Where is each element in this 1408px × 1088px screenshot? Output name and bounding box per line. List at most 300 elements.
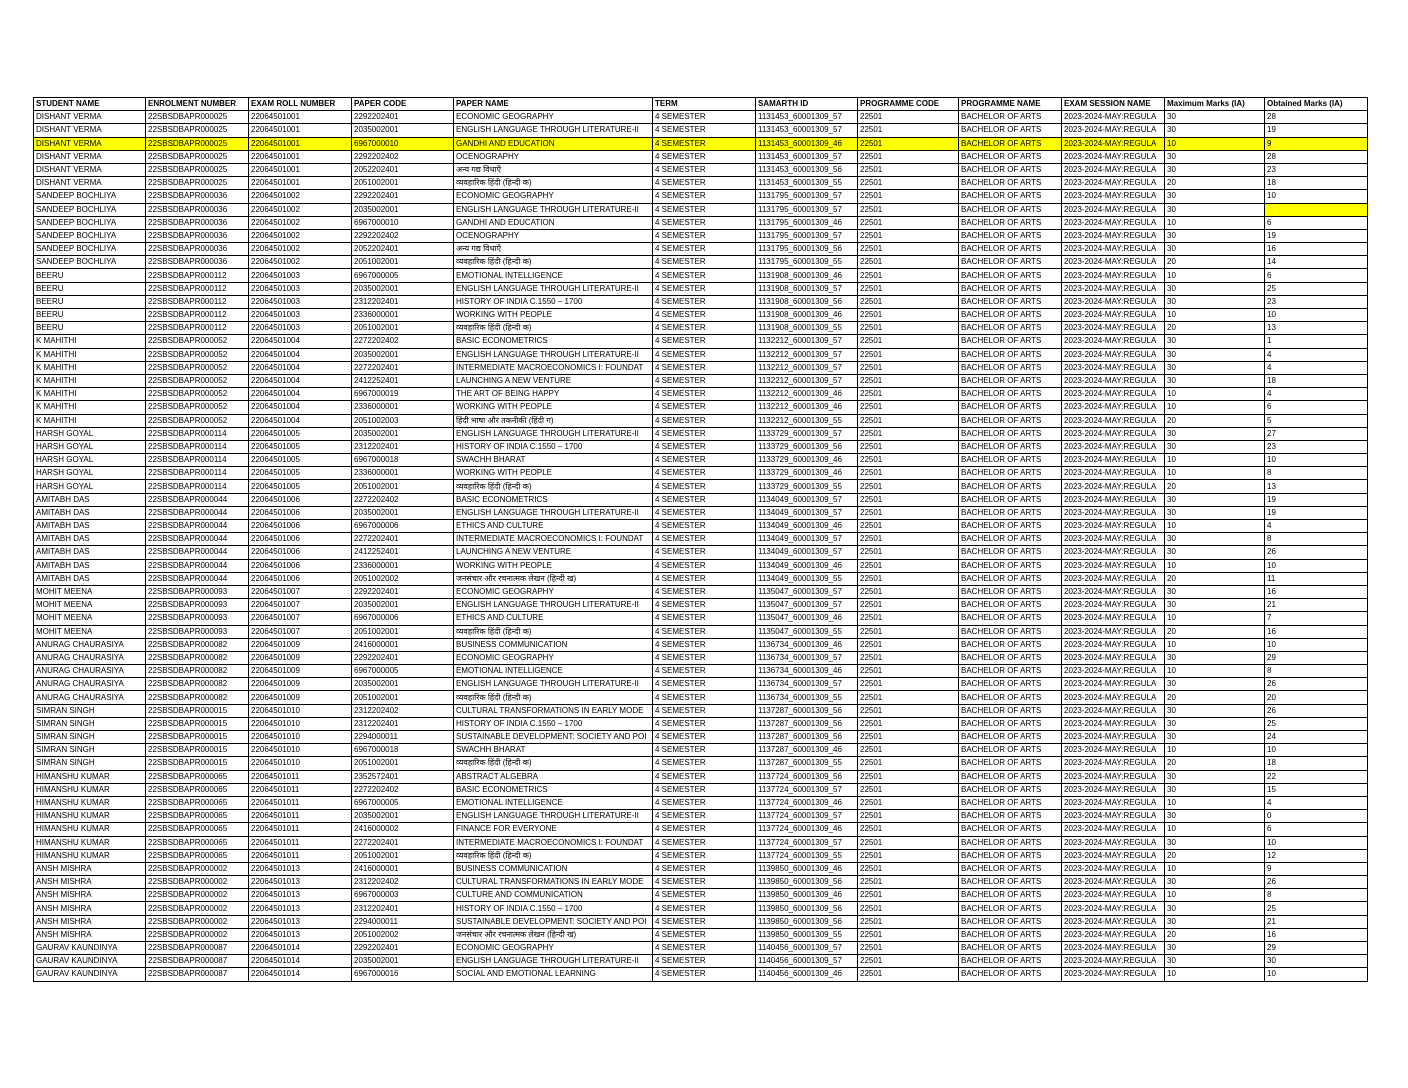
cell-paper-name: ENGLISH LANGUAGE THROUGH LITERATURE-II bbox=[454, 203, 653, 216]
cell-samarth-id: 1134049_60001309_57 bbox=[756, 546, 858, 559]
cell-exam-roll-number: 22064501011 bbox=[249, 783, 352, 796]
cell-programme-code: 22501 bbox=[858, 150, 959, 163]
cell-programme-code: 22501 bbox=[858, 691, 959, 704]
cell-term: 4 SEMESTER bbox=[653, 546, 756, 559]
cell-programme-name: BACHELOR OF ARTS bbox=[959, 559, 1062, 572]
table-row bbox=[34, 889, 1368, 902]
cell-term: 4 SEMESTER bbox=[653, 295, 756, 308]
cell-student-name: AMITABH DAS bbox=[34, 559, 146, 572]
cell-programme-code: 22501 bbox=[858, 704, 959, 717]
cell-samarth-id: 1136734_60001309_46 bbox=[756, 665, 858, 678]
cell-student-name: HIMANSHU KUMAR bbox=[34, 836, 146, 849]
cell-obtained-marks: 15 bbox=[1265, 783, 1368, 796]
cell-enrolment-number: 22SBSDBAPR000025 bbox=[146, 163, 249, 176]
cell-obtained-marks: 4 bbox=[1265, 388, 1368, 401]
cell-term: 4 SEMESTER bbox=[653, 836, 756, 849]
cell-exam-session-name: 2023-2024-MAY:REGULA bbox=[1062, 190, 1165, 203]
table-row bbox=[34, 810, 1368, 823]
cell-exam-session-name: 2023-2024-MAY:REGULA bbox=[1062, 744, 1165, 757]
table-row bbox=[34, 862, 1368, 875]
cell-student-name: ANSH MISHRA bbox=[34, 928, 146, 941]
cell-programme-name: BACHELOR OF ARTS bbox=[959, 282, 1062, 295]
cell-maximum-marks: 10 bbox=[1165, 559, 1265, 572]
cell-term: 4 SEMESTER bbox=[653, 177, 756, 190]
table-row bbox=[34, 374, 1368, 387]
cell-paper-name: ENGLISH LANGUAGE THROUGH LITERATURE-II bbox=[454, 124, 653, 137]
table-row bbox=[34, 493, 1368, 506]
table-row bbox=[34, 559, 1368, 572]
cell-maximum-marks: 30 bbox=[1165, 546, 1265, 559]
cell-paper-code: 6967000006 bbox=[352, 520, 454, 533]
cell-exam-session-name: 2023-2024-MAY:REGULA bbox=[1062, 229, 1165, 242]
cell-programme-name: BACHELOR OF ARTS bbox=[959, 823, 1062, 836]
cell-enrolment-number: 22SBSDBAPR000087 bbox=[146, 942, 249, 955]
cell-maximum-marks: 10 bbox=[1165, 612, 1265, 625]
cell-maximum-marks: 30 bbox=[1165, 282, 1265, 295]
cell-paper-code: 2051002002 bbox=[352, 928, 454, 941]
cell-programme-code: 22501 bbox=[858, 823, 959, 836]
cell-programme-name: BACHELOR OF ARTS bbox=[959, 612, 1062, 625]
cell-paper-name: WORKING WITH PEOPLE bbox=[454, 467, 653, 480]
cell-enrolment-number: 22SBSDBAPR000036 bbox=[146, 229, 249, 242]
cell-obtained-marks: 14 bbox=[1265, 256, 1368, 269]
cell-paper-code: 2051002001 bbox=[352, 757, 454, 770]
cell-exam-roll-number: 22064501010 bbox=[249, 757, 352, 770]
cell-programme-name: BACHELOR OF ARTS bbox=[959, 572, 1062, 585]
cell-exam-roll-number: 22064501010 bbox=[249, 731, 352, 744]
cell-paper-name: INTERMEDIATE MACROECONOMICS I: FOUNDAT bbox=[454, 533, 653, 546]
cell-exam-session-name: 2023-2024-MAY:REGULA bbox=[1062, 335, 1165, 348]
cell-term: 4 SEMESTER bbox=[653, 335, 756, 348]
cell-student-name: AMITABH DAS bbox=[34, 520, 146, 533]
cell-term: 4 SEMESTER bbox=[653, 823, 756, 836]
cell-paper-code: 6967000006 bbox=[352, 612, 454, 625]
cell-exam-roll-number: 22064501011 bbox=[249, 849, 352, 862]
table-row bbox=[34, 295, 1368, 308]
cell-obtained-marks: 18 bbox=[1265, 757, 1368, 770]
cell-term: 4 SEMESTER bbox=[653, 770, 756, 783]
cell-samarth-id: 1132212_60001309_46 bbox=[756, 388, 858, 401]
cell-paper-code: 6967000016 bbox=[352, 968, 454, 981]
table-row bbox=[34, 625, 1368, 638]
cell-obtained-marks: 19 bbox=[1265, 493, 1368, 506]
cell-enrolment-number: 22SBSDBAPR000052 bbox=[146, 348, 249, 361]
cell-samarth-id: 1131795_60001309_57 bbox=[756, 203, 858, 216]
header-programme-name: PROGRAMME NAME bbox=[959, 98, 1062, 111]
cell-exam-session-name: 2023-2024-MAY:REGULA bbox=[1062, 942, 1165, 955]
cell-paper-name: CULTURE AND COMMUNICATION bbox=[454, 889, 653, 902]
cell-paper-name: ECONOMIC GEOGRAPHY bbox=[454, 585, 653, 598]
cell-obtained-marks: 10 bbox=[1265, 836, 1368, 849]
cell-exam-session-name: 2023-2024-MAY:REGULA bbox=[1062, 757, 1165, 770]
cell-enrolment-number: 22SBSDBAPR000093 bbox=[146, 625, 249, 638]
cell-term: 4 SEMESTER bbox=[653, 533, 756, 546]
cell-enrolment-number: 22SBSDBAPR000052 bbox=[146, 414, 249, 427]
cell-programme-code: 22501 bbox=[858, 744, 959, 757]
cell-exam-session-name: 2023-2024-MAY:REGULA bbox=[1062, 625, 1165, 638]
cell-programme-name: BACHELOR OF ARTS bbox=[959, 862, 1062, 875]
cell-student-name: MOHIT MEENA bbox=[34, 599, 146, 612]
cell-maximum-marks: 30 bbox=[1165, 124, 1265, 137]
cell-maximum-marks: 20 bbox=[1165, 757, 1265, 770]
cell-enrolment-number: 22SBSDBAPR000082 bbox=[146, 651, 249, 664]
cell-programme-code: 22501 bbox=[858, 427, 959, 440]
cell-term: 4 SEMESTER bbox=[653, 625, 756, 638]
table-row bbox=[34, 440, 1368, 453]
cell-exam-roll-number: 22064501003 bbox=[249, 295, 352, 308]
cell-programme-name: BACHELOR OF ARTS bbox=[959, 401, 1062, 414]
cell-exam-session-name: 2023-2024-MAY:REGULA bbox=[1062, 203, 1165, 216]
cell-samarth-id: 1131453_60001309_57 bbox=[756, 150, 858, 163]
cell-enrolment-number: 22SBSDBAPR000025 bbox=[146, 124, 249, 137]
cell-programme-name: BACHELOR OF ARTS bbox=[959, 533, 1062, 546]
cell-samarth-id: 1133729_60001309_57 bbox=[756, 427, 858, 440]
cell-obtained-marks: 26 bbox=[1265, 704, 1368, 717]
table-row bbox=[34, 836, 1368, 849]
cell-enrolment-number: 22SBSDBAPR000036 bbox=[146, 243, 249, 256]
cell-exam-session-name: 2023-2024-MAY:REGULA bbox=[1062, 599, 1165, 612]
cell-paper-name: HISTORY OF INDIA C.1550 – 1700 bbox=[454, 717, 653, 730]
table-row bbox=[34, 467, 1368, 480]
table-row bbox=[34, 335, 1368, 348]
cell-term: 4 SEMESTER bbox=[653, 691, 756, 704]
cell-obtained-marks: 23 bbox=[1265, 440, 1368, 453]
cell-enrolment-number: 22SBSDBAPR000065 bbox=[146, 783, 249, 796]
cell-enrolment-number: 22SBSDBAPR000112 bbox=[146, 282, 249, 295]
cell-programme-name: BACHELOR OF ARTS bbox=[959, 810, 1062, 823]
cell-exam-roll-number: 22064501014 bbox=[249, 968, 352, 981]
cell-exam-session-name: 2023-2024-MAY:REGULA bbox=[1062, 480, 1165, 493]
cell-obtained-marks: 23 bbox=[1265, 295, 1368, 308]
table-row bbox=[34, 612, 1368, 625]
cell-obtained-marks: 13 bbox=[1265, 480, 1368, 493]
cell-student-name: DISHANT VERMA bbox=[34, 177, 146, 190]
cell-exam-session-name: 2023-2024-MAY:REGULA bbox=[1062, 401, 1165, 414]
cell-term: 4 SEMESTER bbox=[653, 651, 756, 664]
cell-obtained-marks: 21 bbox=[1265, 915, 1368, 928]
cell-programme-name: BACHELOR OF ARTS bbox=[959, 717, 1062, 730]
header-enrolment-number: ENROLMENT NUMBER bbox=[146, 98, 249, 111]
cell-term: 4 SEMESTER bbox=[653, 229, 756, 242]
cell-term: 4 SEMESTER bbox=[653, 480, 756, 493]
cell-term: 4 SEMESTER bbox=[653, 796, 756, 809]
cell-student-name: DISHANT VERMA bbox=[34, 137, 146, 150]
cell-student-name: MOHIT MEENA bbox=[34, 625, 146, 638]
cell-paper-name: WORKING WITH PEOPLE bbox=[454, 309, 653, 322]
cell-programme-name: BACHELOR OF ARTS bbox=[959, 388, 1062, 401]
cell-paper-name: OCENOGRAPHY bbox=[454, 229, 653, 242]
cell-exam-roll-number: 22064501010 bbox=[249, 704, 352, 717]
cell-term: 4 SEMESTER bbox=[653, 915, 756, 928]
cell-samarth-id: 1137724_60001309_55 bbox=[756, 849, 858, 862]
cell-maximum-marks: 30 bbox=[1165, 348, 1265, 361]
cell-student-name: ANURAG CHAURASIYA bbox=[34, 638, 146, 651]
cell-paper-code: 6967000005 bbox=[352, 269, 454, 282]
cell-paper-name: ETHICS AND CULTURE bbox=[454, 520, 653, 533]
cell-programme-code: 22501 bbox=[858, 190, 959, 203]
cell-obtained-marks: 5 bbox=[1265, 414, 1368, 427]
cell-paper-code: 2035002001 bbox=[352, 203, 454, 216]
header-samarth-id: SAMARTH ID bbox=[756, 98, 858, 111]
cell-paper-code: 2035002001 bbox=[352, 124, 454, 137]
cell-term: 4 SEMESTER bbox=[653, 717, 756, 730]
cell-maximum-marks: 20 bbox=[1165, 849, 1265, 862]
table-row bbox=[34, 256, 1368, 269]
cell-paper-name: HISTORY OF INDIA C.1550 – 1700 bbox=[454, 440, 653, 453]
cell-enrolment-number: 22SBSDBAPR000052 bbox=[146, 388, 249, 401]
cell-samarth-id: 1136734_60001309_57 bbox=[756, 651, 858, 664]
cell-enrolment-number: 22SBSDBAPR000002 bbox=[146, 902, 249, 915]
cell-exam-roll-number: 22064501003 bbox=[249, 269, 352, 282]
cell-exam-roll-number: 22064501007 bbox=[249, 625, 352, 638]
cell-student-name: BEERU bbox=[34, 309, 146, 322]
cell-programme-name: BACHELOR OF ARTS bbox=[959, 454, 1062, 467]
cell-enrolment-number: 22SBSDBAPR000025 bbox=[146, 150, 249, 163]
cell-paper-code: 2051002001 bbox=[352, 256, 454, 269]
cell-student-name: ANSH MISHRA bbox=[34, 876, 146, 889]
cell-enrolment-number: 22SBSDBAPR000082 bbox=[146, 638, 249, 651]
cell-term: 4 SEMESTER bbox=[653, 256, 756, 269]
cell-student-name: DISHANT VERMA bbox=[34, 124, 146, 137]
cell-student-name: ANSH MISHRA bbox=[34, 862, 146, 875]
cell-paper-code: 2051002002 bbox=[352, 572, 454, 585]
cell-term: 4 SEMESTER bbox=[653, 414, 756, 427]
cell-enrolment-number: 22SBSDBAPR000036 bbox=[146, 203, 249, 216]
cell-samarth-id: 1131453_60001309_46 bbox=[756, 137, 858, 150]
cell-paper-code: 2035002001 bbox=[352, 810, 454, 823]
cell-obtained-marks: 12 bbox=[1265, 849, 1368, 862]
cell-obtained-marks: 18 bbox=[1265, 177, 1368, 190]
table-row bbox=[34, 757, 1368, 770]
cell-programme-code: 22501 bbox=[858, 572, 959, 585]
cell-student-name: K MAHITHI bbox=[34, 361, 146, 374]
cell-paper-code: 2052202401 bbox=[352, 163, 454, 176]
cell-programme-name: BACHELOR OF ARTS bbox=[959, 440, 1062, 453]
table-row bbox=[34, 282, 1368, 295]
cell-paper-name: WORKING WITH PEOPLE bbox=[454, 559, 653, 572]
cell-term: 4 SEMESTER bbox=[653, 585, 756, 598]
cell-paper-name: ENGLISH LANGUAGE THROUGH LITERATURE-II bbox=[454, 678, 653, 691]
cell-paper-code: 2035002001 bbox=[352, 348, 454, 361]
cell-exam-roll-number: 22064501001 bbox=[249, 150, 352, 163]
cell-maximum-marks: 30 bbox=[1165, 704, 1265, 717]
cell-exam-session-name: 2023-2024-MAY:REGULA bbox=[1062, 783, 1165, 796]
cell-term: 4 SEMESTER bbox=[653, 612, 756, 625]
cell-obtained-marks: 6 bbox=[1265, 823, 1368, 836]
cell-paper-name: BASIC ECONOMETRICS bbox=[454, 335, 653, 348]
cell-programme-name: BACHELOR OF ARTS bbox=[959, 163, 1062, 176]
cell-paper-name: ECONOMIC GEOGRAPHY bbox=[454, 942, 653, 955]
cell-exam-session-name: 2023-2024-MAY:REGULA bbox=[1062, 256, 1165, 269]
cell-student-name: SANDEEP BOCHLIYA bbox=[34, 229, 146, 242]
cell-exam-roll-number: 22064501004 bbox=[249, 348, 352, 361]
cell-samarth-id: 1140456_60001309_46 bbox=[756, 968, 858, 981]
cell-student-name: HIMANSHU KUMAR bbox=[34, 783, 146, 796]
cell-programme-name: BACHELOR OF ARTS bbox=[959, 902, 1062, 915]
cell-enrolment-number: 22SBSDBAPR000052 bbox=[146, 335, 249, 348]
cell-programme-code: 22501 bbox=[858, 388, 959, 401]
cell-student-name: SIMRAN SINGH bbox=[34, 744, 146, 757]
cell-paper-name: CULTURAL TRANSFORMATIONS IN EARLY MODE bbox=[454, 704, 653, 717]
cell-paper-name: ECONOMIC GEOGRAPHY bbox=[454, 190, 653, 203]
cell-exam-session-name: 2023-2024-MAY:REGULA bbox=[1062, 585, 1165, 598]
cell-maximum-marks: 10 bbox=[1165, 401, 1265, 414]
cell-programme-name: BACHELOR OF ARTS bbox=[959, 796, 1062, 809]
cell-samarth-id: 1131795_60001309_57 bbox=[756, 229, 858, 242]
cell-exam-session-name: 2023-2024-MAY:REGULA bbox=[1062, 427, 1165, 440]
cell-exam-roll-number: 22064501002 bbox=[249, 216, 352, 229]
cell-student-name: ANSH MISHRA bbox=[34, 902, 146, 915]
cell-exam-roll-number: 22064501006 bbox=[249, 520, 352, 533]
cell-paper-name: ENGLISH LANGUAGE THROUGH LITERATURE-II bbox=[454, 427, 653, 440]
cell-samarth-id: 1137724_60001309_46 bbox=[756, 823, 858, 836]
cell-student-name: HIMANSHU KUMAR bbox=[34, 823, 146, 836]
table-row bbox=[34, 585, 1368, 598]
table-row bbox=[34, 163, 1368, 176]
cell-paper-code: 2312202401 bbox=[352, 295, 454, 308]
cell-programme-name: BACHELOR OF ARTS bbox=[959, 493, 1062, 506]
cell-paper-code: 6967000010 bbox=[352, 137, 454, 150]
cell-exam-roll-number: 22064501006 bbox=[249, 493, 352, 506]
cell-paper-name: EMOTIONAL INTELLIGENCE bbox=[454, 665, 653, 678]
cell-term: 4 SEMESTER bbox=[653, 849, 756, 862]
cell-exam-session-name: 2023-2024-MAY:REGULA bbox=[1062, 810, 1165, 823]
cell-enrolment-number: 22SBSDBAPR000002 bbox=[146, 862, 249, 875]
cell-exam-roll-number: 22064501014 bbox=[249, 955, 352, 968]
cell-maximum-marks: 10 bbox=[1165, 744, 1265, 757]
cell-term: 4 SEMESTER bbox=[653, 203, 756, 216]
cell-programme-name: BACHELOR OF ARTS bbox=[959, 309, 1062, 322]
cell-paper-code: 6967000010 bbox=[352, 216, 454, 229]
cell-obtained-marks: 16 bbox=[1265, 928, 1368, 941]
header-programme-code: PROGRAMME CODE bbox=[858, 98, 959, 111]
cell-exam-roll-number: 22064501005 bbox=[249, 454, 352, 467]
cell-programme-code: 22501 bbox=[858, 322, 959, 335]
cell-maximum-marks: 10 bbox=[1165, 665, 1265, 678]
cell-term: 4 SEMESTER bbox=[653, 388, 756, 401]
cell-programme-name: BACHELOR OF ARTS bbox=[959, 243, 1062, 256]
cell-maximum-marks: 30 bbox=[1165, 190, 1265, 203]
cell-student-name: SANDEEP BOCHLIYA bbox=[34, 256, 146, 269]
cell-exam-roll-number: 22064501011 bbox=[249, 770, 352, 783]
table-row bbox=[34, 216, 1368, 229]
cell-programme-code: 22501 bbox=[858, 599, 959, 612]
cell-maximum-marks: 30 bbox=[1165, 506, 1265, 519]
cell-paper-code: 2051002003 bbox=[352, 414, 454, 427]
cell-student-name: SANDEEP BOCHLIYA bbox=[34, 216, 146, 229]
cell-paper-name: GANDHI AND EDUCATION bbox=[454, 216, 653, 229]
cell-exam-session-name: 2023-2024-MAY:REGULA bbox=[1062, 322, 1165, 335]
cell-exam-session-name: 2023-2024-MAY:REGULA bbox=[1062, 836, 1165, 849]
cell-programme-code: 22501 bbox=[858, 796, 959, 809]
cell-student-name: ANURAG CHAURASIYA bbox=[34, 678, 146, 691]
table-row bbox=[34, 546, 1368, 559]
cell-paper-name: जनसंचार और रचनात्मक लेखन (हिन्दी ख) bbox=[454, 572, 653, 585]
cell-samarth-id: 1132212_60001309_57 bbox=[756, 374, 858, 387]
cell-exam-roll-number: 22064501005 bbox=[249, 467, 352, 480]
cell-student-name: K MAHITHI bbox=[34, 414, 146, 427]
cell-term: 4 SEMESTER bbox=[653, 902, 756, 915]
cell-programme-code: 22501 bbox=[858, 862, 959, 875]
cell-programme-name: BACHELOR OF ARTS bbox=[959, 111, 1062, 124]
cell-term: 4 SEMESTER bbox=[653, 361, 756, 374]
cell-paper-code: 2292202401 bbox=[352, 190, 454, 203]
table-row bbox=[34, 572, 1368, 585]
cell-exam-session-name: 2023-2024-MAY:REGULA bbox=[1062, 902, 1165, 915]
cell-programme-name: BACHELOR OF ARTS bbox=[959, 968, 1062, 981]
cell-paper-name: ENGLISH LANGUAGE THROUGH LITERATURE-II bbox=[454, 506, 653, 519]
cell-term: 4 SEMESTER bbox=[653, 520, 756, 533]
cell-exam-roll-number: 22064501002 bbox=[249, 190, 352, 203]
cell-programme-code: 22501 bbox=[858, 467, 959, 480]
cell-student-name: BEERU bbox=[34, 295, 146, 308]
table-row bbox=[34, 678, 1368, 691]
header-paper-name: PAPER NAME bbox=[454, 98, 653, 111]
cell-paper-code: 2352572401 bbox=[352, 770, 454, 783]
cell-paper-code: 2035002001 bbox=[352, 282, 454, 295]
cell-programme-code: 22501 bbox=[858, 546, 959, 559]
cell-programme-code: 22501 bbox=[858, 717, 959, 730]
cell-programme-name: BACHELOR OF ARTS bbox=[959, 704, 1062, 717]
cell-paper-name: ENGLISH LANGUAGE THROUGH LITERATURE-II bbox=[454, 348, 653, 361]
cell-obtained-marks: 9 bbox=[1265, 137, 1368, 150]
cell-paper-name: GANDHI AND EDUCATION bbox=[454, 137, 653, 150]
cell-maximum-marks: 10 bbox=[1165, 454, 1265, 467]
table-row bbox=[34, 361, 1368, 374]
cell-maximum-marks: 30 bbox=[1165, 876, 1265, 889]
cell-paper-name: FINANCE FOR EVERYONE bbox=[454, 823, 653, 836]
cell-exam-roll-number: 22064501003 bbox=[249, 309, 352, 322]
table-row bbox=[34, 651, 1368, 664]
cell-paper-name: ENGLISH LANGUAGE THROUGH LITERATURE-II bbox=[454, 282, 653, 295]
cell-student-name: HIMANSHU KUMAR bbox=[34, 849, 146, 862]
cell-student-name: DISHANT VERMA bbox=[34, 163, 146, 176]
cell-student-name: K MAHITHI bbox=[34, 374, 146, 387]
cell-obtained-marks: 16 bbox=[1265, 585, 1368, 598]
table-row bbox=[34, 150, 1368, 163]
cell-maximum-marks: 10 bbox=[1165, 137, 1265, 150]
cell-paper-code: 2416000002 bbox=[352, 823, 454, 836]
cell-enrolment-number: 22SBSDBAPR000114 bbox=[146, 467, 249, 480]
cell-paper-code: 2051002001 bbox=[352, 691, 454, 704]
table-row bbox=[34, 388, 1368, 401]
cell-paper-name: INTERMEDIATE MACROECONOMICS I: FOUNDAT bbox=[454, 361, 653, 374]
cell-enrolment-number: 22SBSDBAPR000015 bbox=[146, 704, 249, 717]
cell-exam-session-name: 2023-2024-MAY:REGULA bbox=[1062, 546, 1165, 559]
cell-paper-name: HISTORY OF INDIA C.1550 – 1700 bbox=[454, 295, 653, 308]
cell-exam-roll-number: 22064501001 bbox=[249, 163, 352, 176]
cell-obtained-marks: 10 bbox=[1265, 559, 1368, 572]
cell-student-name: ANSH MISHRA bbox=[34, 915, 146, 928]
cell-maximum-marks: 10 bbox=[1165, 216, 1265, 229]
table-row bbox=[34, 506, 1368, 519]
cell-student-name: ANURAG CHAURASIYA bbox=[34, 665, 146, 678]
cell-samarth-id: 1133729_60001309_55 bbox=[756, 480, 858, 493]
cell-programme-code: 22501 bbox=[858, 414, 959, 427]
cell-obtained-marks: 26 bbox=[1265, 876, 1368, 889]
table-row bbox=[34, 942, 1368, 955]
header-row bbox=[34, 98, 1368, 111]
cell-obtained-marks: 28 bbox=[1265, 150, 1368, 163]
cell-exam-session-name: 2023-2024-MAY:REGULA bbox=[1062, 440, 1165, 453]
cell-paper-name: हिंदी भाषा और तकनीकी (हिंदी ग) bbox=[454, 414, 653, 427]
cell-enrolment-number: 22SBSDBAPR000044 bbox=[146, 533, 249, 546]
cell-paper-code: 2336000001 bbox=[352, 401, 454, 414]
table-row bbox=[34, 731, 1368, 744]
cell-programme-name: BACHELOR OF ARTS bbox=[959, 876, 1062, 889]
cell-samarth-id: 1139850_60001309_46 bbox=[756, 862, 858, 875]
cell-paper-name: BUSINESS COMMUNICATION bbox=[454, 862, 653, 875]
